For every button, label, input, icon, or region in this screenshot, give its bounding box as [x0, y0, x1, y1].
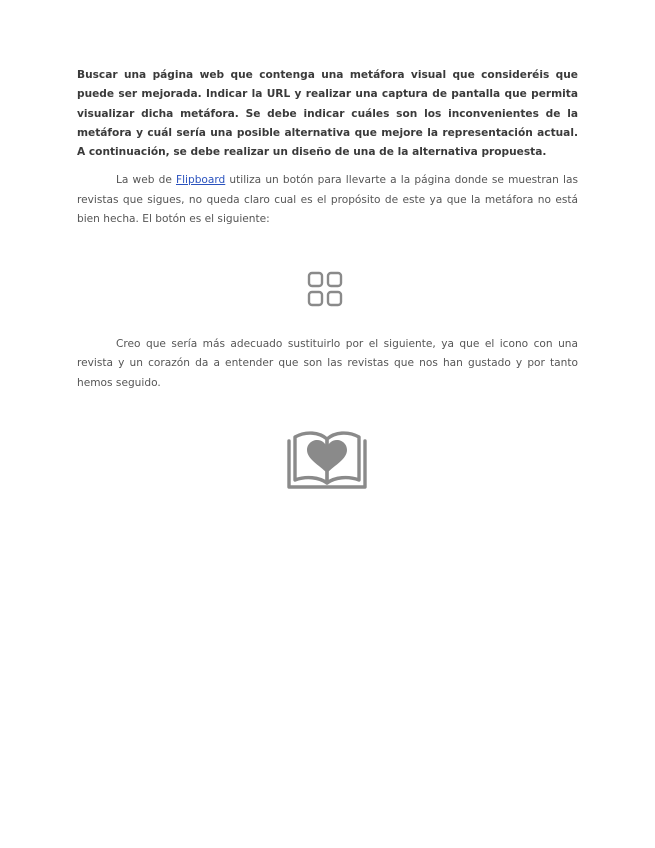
open-book-heart-icon [286, 429, 368, 491]
assignment-prompt: Buscar una página web que contenga una metáfora visual que consideréis que puede ser mejorada. Indicar la URL y realizar una captura de pantalla que permita visualizar dicha metáfora. Se debe indicar cuáles son los inconvenientes de la metáfora y cuál sería una posible alternativa que mejore la representación actual. A continuación, se debe realizar un diseño de una de la alternativa propuesta. [77, 69, 578, 159]
paragraph-flipboard-description [77, 171, 578, 230]
paragraph-text-before-link: La web de [116, 174, 176, 187]
flipboard-link[interactable]: Flipboard [175, 174, 226, 187]
document-page [77, 66, 578, 393]
paragraph-proposal: Creo que sería más adecuado sustituirlo por el siguiente, ya que el icono con una revista y un corazón da a entender que son las revistas que nos han gustado y por tanto hemos seguido. [77, 337, 578, 389]
paragraph-text-after-link: utiliza un botón para llevarte a la página donde se muestran las revistas que sigues, no queda claro cual es el propósito de este ya que la metáfora no está bien hecha. El botón es el siguiente: [77, 174, 578, 226]
grid-icon [307, 271, 343, 307]
